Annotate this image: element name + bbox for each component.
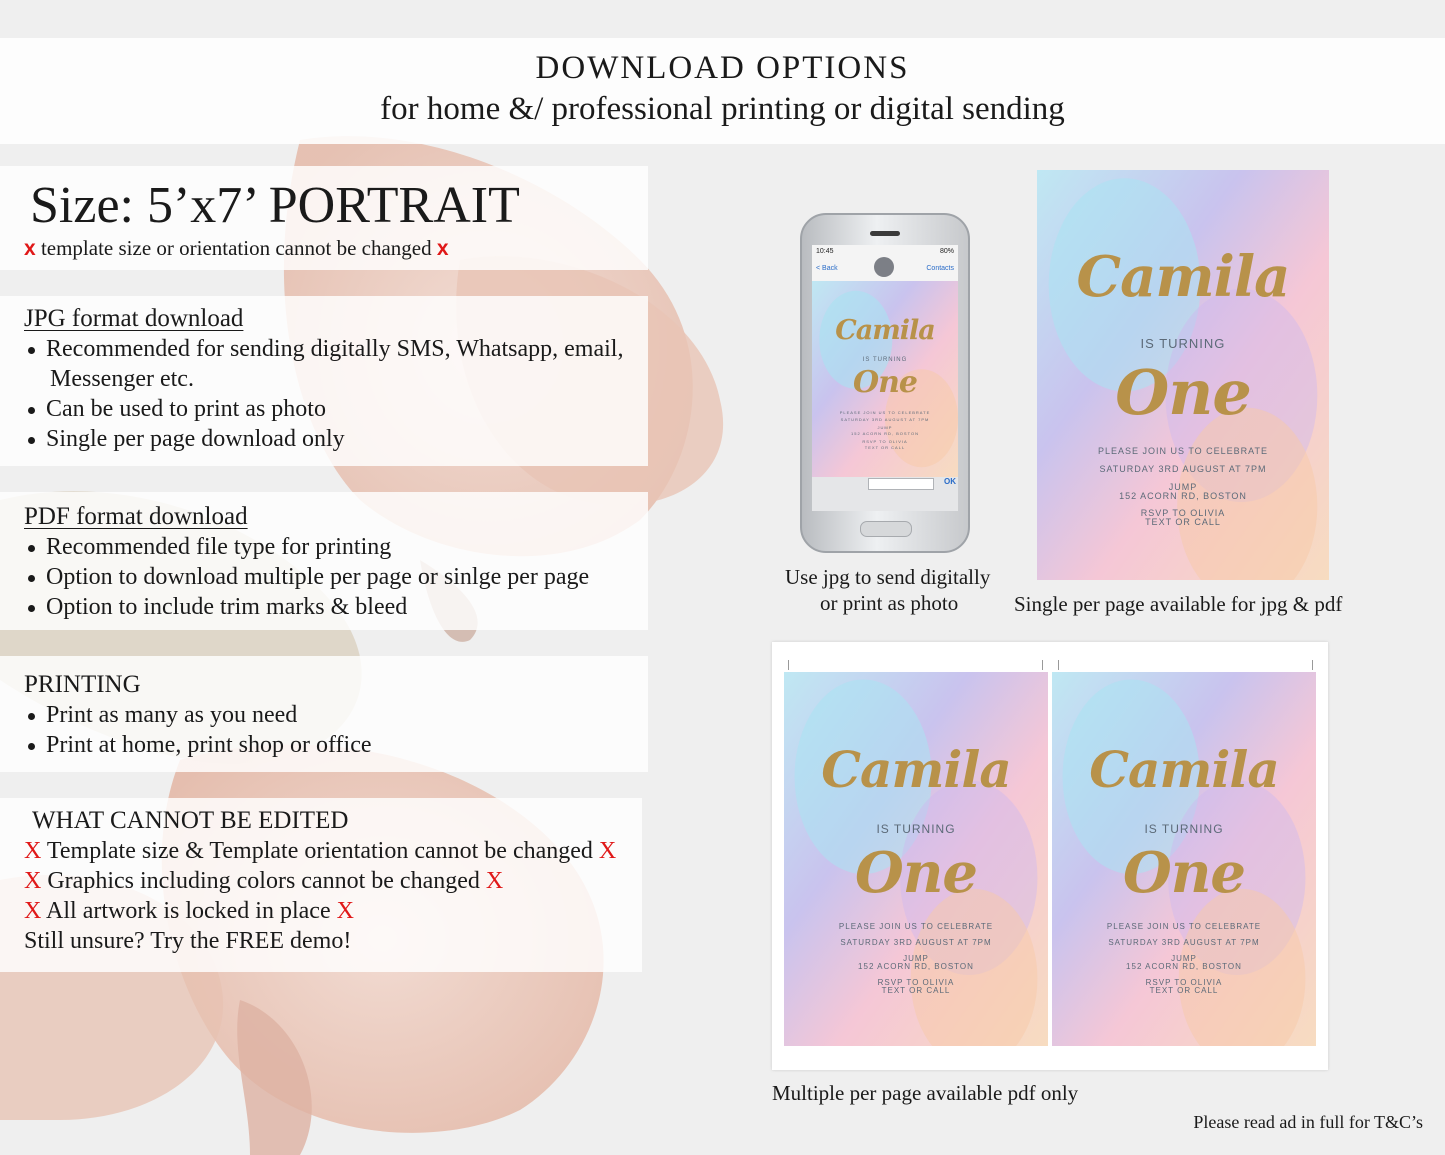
- phone-time: 10:45: [816, 248, 834, 255]
- printing-panel: [0, 656, 648, 772]
- trim-mark: [1058, 660, 1059, 670]
- phone-invite-preview: [812, 281, 958, 477]
- jpg-item-continuation: Messenger etc.: [50, 366, 194, 392]
- invite-line: SATURDAY 3RD AUGUST AT 7PM: [1108, 938, 1260, 947]
- invite-line: JUMP: [903, 954, 929, 963]
- multi-invite-right: [1052, 672, 1316, 1046]
- size-panel: [0, 166, 648, 270]
- invite-turning: IS TURNING: [1140, 336, 1226, 351]
- invite-line: TEXT OR CALL: [864, 445, 906, 450]
- cannot-edit-panel: [0, 798, 642, 972]
- invite-turning: IS TURNING: [876, 822, 956, 836]
- message-input[interactable]: [868, 478, 934, 490]
- invite-line: PLEASE JOIN US TO CELEBRATE: [838, 922, 994, 931]
- red-x-icon: X: [485, 868, 504, 894]
- invite-line: SATURDAY 3RD AUGUST AT 7PM: [840, 417, 930, 422]
- invite-line: TEXT OR CALL: [1145, 517, 1221, 527]
- phone-speaker: [870, 231, 900, 236]
- multiple-caption: Multiple per page available pdf only: [772, 1081, 1079, 1105]
- send-button[interactable]: OK: [944, 477, 956, 486]
- invite-turning: IS TURNING: [1144, 822, 1224, 836]
- red-x-icon: X: [24, 838, 42, 864]
- invite-name: Camila: [1089, 740, 1279, 799]
- cannot-edit-item: X Graphics including colors cannot be changed X: [24, 868, 504, 894]
- invite-line: JUMP: [1171, 954, 1197, 963]
- jpg-item: Recommended for sending digitally SMS, Whatsapp, email,: [24, 334, 648, 364]
- printing-item: Print at home, print shop or office: [24, 730, 648, 760]
- jpg-title: JPG format download: [24, 305, 244, 332]
- pdf-panel: [0, 492, 648, 630]
- back-link[interactable]: < Back: [816, 265, 838, 272]
- contacts-link[interactable]: Contacts: [926, 265, 954, 272]
- single-caption: Single per page available for jpg & pdf: [1014, 592, 1343, 616]
- invite-age: One: [1115, 356, 1251, 429]
- invite-line: PLEASE JOIN US TO CELEBRATE: [839, 410, 931, 415]
- phone-caption-2: or print as photo: [820, 591, 959, 615]
- invite-turning: IS TURNING: [862, 357, 908, 363]
- invite-line: RSVP TO OLIVIA: [877, 978, 955, 987]
- invite-age: One: [1122, 840, 1246, 906]
- invite-line: 152 ACORN RD, BOSTON: [851, 431, 919, 436]
- printing-item: Print as many as you need: [24, 700, 648, 730]
- trim-mark: [788, 660, 789, 670]
- invite-name: Camila: [835, 315, 935, 346]
- invite-line: SATURDAY 3RD AUGUST AT 7PM: [1099, 464, 1267, 474]
- phone-bottom-bar: [812, 473, 958, 511]
- invite-line: RSVP TO OLIVIA: [1145, 978, 1223, 987]
- red-x-icon: x: [24, 237, 36, 260]
- invite-line: SATURDAY 3RD AUGUST AT 7PM: [840, 938, 992, 947]
- size-title: Size: 5’x7’ PORTRAIT: [30, 177, 520, 234]
- pdf-title: PDF format download: [24, 503, 248, 530]
- single-invite: [1037, 170, 1329, 580]
- jpg-panel: [0, 296, 648, 466]
- invite-line: TEXT OR CALL: [881, 986, 951, 995]
- pdf-item: Option to include trim marks & bleed: [24, 592, 648, 622]
- invite-line: RSVP TO OLIVIA: [1140, 508, 1226, 518]
- red-x-icon: X: [598, 838, 617, 864]
- invite-line: JUMP: [1168, 482, 1198, 492]
- cannot-edit-title: WHAT CANNOT BE EDITED: [32, 807, 349, 834]
- contact-avatar-icon: [874, 257, 894, 277]
- trim-mark: [1042, 660, 1043, 670]
- phone-caption-1: Use jpg to send digitally: [785, 565, 991, 589]
- pdf-item: Option to download multiple per page or sinlge per page: [24, 562, 648, 592]
- invite-line: TEXT OR CALL: [1149, 986, 1219, 995]
- invite-name: Camila: [1076, 244, 1290, 310]
- red-x-icon: x: [436, 237, 449, 260]
- header-subtitle: for home &/ professional printing or digital sending: [380, 91, 1065, 127]
- terms-footnote: Please read ad in full for T&C’s: [1193, 1112, 1423, 1132]
- phone-home-button: [860, 521, 912, 537]
- printing-title: PRINTING: [24, 671, 141, 698]
- red-x-icon: X: [336, 898, 354, 924]
- invite-age: One: [852, 365, 918, 400]
- phone-mockup: [800, 213, 970, 553]
- pdf-item: Recommended file type for printing: [24, 532, 648, 562]
- invite-line: 152 ACORN RD, BOSTON: [858, 962, 974, 971]
- jpg-item: Can be used to print as photo: [24, 394, 648, 424]
- invite-age: One: [854, 840, 978, 906]
- size-note: [24, 236, 449, 261]
- invite-line: RSVP TO OLIVIA: [862, 439, 908, 444]
- cannot-edit-item: X Template size & Template orientation cannot be changed X: [24, 838, 617, 864]
- phone-battery: 80%: [939, 248, 954, 255]
- free-demo-text: Still unsure? Try the FREE demo!: [24, 928, 352, 954]
- cannot-edit-item: X All artwork is locked in place X: [24, 898, 354, 924]
- invite-name: Camila: [821, 740, 1011, 799]
- invite-line: PLEASE JOIN US TO CELEBRATE: [1106, 922, 1262, 931]
- header-banner: [0, 38, 1445, 144]
- red-x-icon: X: [24, 898, 42, 924]
- size-note-text: template size or orientation cannot be changed: [35, 236, 437, 260]
- trim-mark: [1312, 660, 1313, 670]
- invite-line: JUMP: [877, 425, 893, 430]
- multi-page-sheet: [772, 642, 1328, 1070]
- invite-line: 152 ACORN RD, BOSTON: [1119, 491, 1247, 501]
- invite-line: 152 ACORN RD, BOSTON: [1126, 962, 1242, 971]
- red-x-icon: X: [24, 868, 42, 894]
- header-title: DOWNLOAD OPTIONS: [535, 50, 910, 86]
- multi-invite-left: [784, 672, 1048, 1046]
- invite-line: PLEASE JOIN US TO CELEBRATE: [1097, 446, 1269, 456]
- jpg-item: Single per page download only: [24, 424, 648, 454]
- phone-screen: [812, 245, 958, 511]
